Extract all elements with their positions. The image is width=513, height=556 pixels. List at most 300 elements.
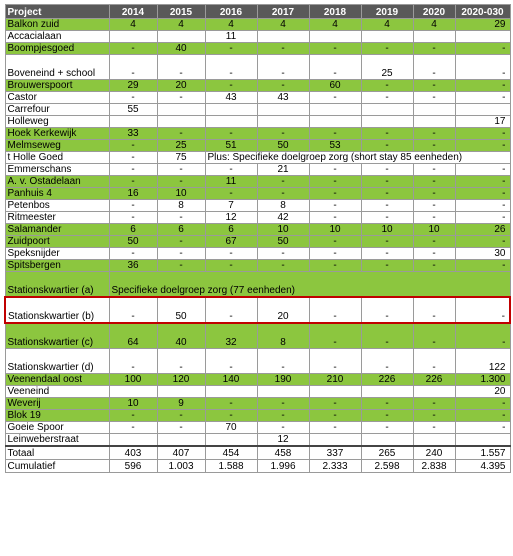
table-row[interactable] [5, 434, 510, 447]
cell-value: - [455, 164, 510, 176]
cell-value: 4 [205, 19, 257, 31]
cell-value [361, 104, 413, 116]
table-row[interactable] [5, 55, 510, 80]
cell-value: - [309, 176, 361, 188]
cell-value: 4 [413, 19, 455, 31]
cell-value: 40 [157, 43, 205, 55]
cell-value: 226 [413, 374, 455, 386]
cell-value: 100 [109, 374, 157, 386]
column-header-2018: 2018 [309, 5, 361, 19]
cell-value: 11 [205, 31, 257, 43]
cell-value [413, 386, 455, 398]
cell-value: - [157, 349, 205, 374]
cell-value: 240 [413, 446, 455, 460]
cell-value: 4.395 [455, 460, 510, 473]
project-name: Ritmeester [5, 212, 109, 224]
table-row[interactable] [5, 422, 510, 434]
cell-value: - [413, 140, 455, 152]
cell-value: - [413, 128, 455, 140]
cell-value: 10 [157, 188, 205, 200]
cell-value: - [309, 236, 361, 248]
table-row[interactable] [5, 188, 510, 200]
cell-value: - [413, 248, 455, 260]
cell-value: - [205, 164, 257, 176]
cell-value: - [257, 349, 309, 374]
cell-value: 64 [109, 323, 157, 349]
cell-value: - [109, 248, 157, 260]
table-row[interactable] [5, 80, 510, 92]
cell-value: 407 [157, 446, 205, 460]
cell-value [309, 386, 361, 398]
cell-value: - [361, 80, 413, 92]
cell-value [361, 386, 413, 398]
cell-value: - [455, 297, 510, 323]
cell-value: 25 [157, 140, 205, 152]
cell-value: 10 [109, 398, 157, 410]
cell-value: 20 [157, 80, 205, 92]
project-name: Veeneind [5, 386, 109, 398]
cell-value: - [205, 297, 257, 323]
project-name: Blok 19 [5, 410, 109, 422]
table-row[interactable] [5, 212, 510, 224]
cell-value: 16 [109, 188, 157, 200]
cell-value [205, 104, 257, 116]
cell-value: 42 [257, 212, 309, 224]
cell-value: 29 [109, 80, 157, 92]
cell-value: 51 [205, 140, 257, 152]
cell-value: - [361, 164, 413, 176]
cell-value: - [109, 422, 157, 434]
table-row[interactable] [5, 460, 510, 473]
cell-value: - [109, 212, 157, 224]
column-header-2019: 2019 [361, 5, 413, 19]
project-name: Holleweg [5, 116, 109, 128]
project-name: Veenendaal oost [5, 374, 109, 386]
cell-value: - [109, 92, 157, 104]
cell-value: 1.588 [205, 460, 257, 473]
project-name: Boveneind + school [5, 55, 109, 80]
cell-value: 36 [109, 260, 157, 272]
cell-value: 75 [157, 152, 205, 164]
cell-value: - [109, 176, 157, 188]
cell-value: 20 [257, 297, 309, 323]
cell-value: - [309, 128, 361, 140]
cell-value: - [413, 349, 455, 374]
cell-value: - [361, 200, 413, 212]
cell-value [205, 434, 257, 447]
cell-value: - [309, 212, 361, 224]
cell-value: - [109, 297, 157, 323]
cell-value [455, 104, 510, 116]
cell-value [413, 116, 455, 128]
table-row[interactable] [5, 236, 510, 248]
cell-value: - [157, 410, 205, 422]
cell-value: 9 [157, 398, 205, 410]
cell-value: - [413, 92, 455, 104]
cell-value: 60 [309, 80, 361, 92]
cell-value: - [157, 260, 205, 272]
cell-value: - [205, 349, 257, 374]
cell-value: 2.838 [413, 460, 455, 473]
table-row[interactable] [5, 92, 510, 104]
cell-value: - [361, 43, 413, 55]
table-row[interactable] [5, 128, 510, 140]
project-name: Stationskwartier (d) [5, 349, 109, 374]
cell-value: 6 [205, 224, 257, 236]
cell-value: - [455, 188, 510, 200]
column-header-project: Project [5, 5, 109, 19]
cell-value: 10 [413, 224, 455, 236]
project-name: Melmseweg [5, 140, 109, 152]
cell-value: - [109, 410, 157, 422]
cell-value: - [309, 92, 361, 104]
cell-value: 120 [157, 374, 205, 386]
table-row[interactable] [5, 104, 510, 116]
cell-value: 12 [205, 212, 257, 224]
cell-value: 4 [109, 19, 157, 31]
cell-value: 210 [309, 374, 361, 386]
table-row[interactable] [5, 224, 510, 236]
cell-value: - [309, 349, 361, 374]
cell-value: - [413, 260, 455, 272]
cell-value: 40 [157, 323, 205, 349]
cell-value: - [309, 422, 361, 434]
cell-value: - [361, 297, 413, 323]
cell-value: 50 [157, 297, 205, 323]
cell-value: 458 [257, 446, 309, 460]
cell-value: - [455, 236, 510, 248]
project-name: Panhuis 4 [5, 188, 109, 200]
cell-value: - [257, 410, 309, 422]
cell-value: 10 [257, 224, 309, 236]
cell-value: - [455, 200, 510, 212]
cell-value: 1.557 [455, 446, 510, 460]
cell-value: - [361, 260, 413, 272]
header-row [5, 5, 510, 19]
cell-value [257, 116, 309, 128]
table-row[interactable] [5, 164, 510, 176]
cell-value: - [205, 128, 257, 140]
cell-value: - [361, 422, 413, 434]
project-name: Speksnijder [5, 248, 109, 260]
cell-value: - [455, 422, 510, 434]
cell-value [109, 116, 157, 128]
cell-value: 50 [109, 236, 157, 248]
table-row[interactable] [5, 140, 510, 152]
table-container [4, 4, 511, 473]
cell-value: - [413, 422, 455, 434]
cell-value [309, 104, 361, 116]
cell-value: 8 [157, 200, 205, 212]
table-row[interactable] [5, 176, 510, 188]
project-name: Cumulatief [5, 460, 109, 473]
cell-value: 8 [257, 323, 309, 349]
cell-value [309, 116, 361, 128]
cell-value: 29 [455, 19, 510, 31]
cell-value: - [157, 236, 205, 248]
cell-value: 17 [455, 116, 510, 128]
cell-value: 55 [109, 104, 157, 116]
cell-value: - [361, 236, 413, 248]
project-name: Weverij [5, 398, 109, 410]
project-name: Zuidpoort [5, 236, 109, 248]
project-name: Carrefour [5, 104, 109, 116]
cell-value: - [205, 248, 257, 260]
cell-value: 30 [455, 248, 510, 260]
table-row[interactable] [5, 248, 510, 260]
cell-value: - [413, 176, 455, 188]
cell-value: - [361, 398, 413, 410]
cell-value [257, 31, 309, 43]
cell-value: - [257, 55, 309, 80]
cell-value: 50 [257, 140, 309, 152]
cell-value [413, 434, 455, 447]
cell-value: - [257, 248, 309, 260]
cell-value: - [455, 260, 510, 272]
cell-value: - [109, 55, 157, 80]
cell-value: 122 [455, 349, 510, 374]
cell-value: - [455, 140, 510, 152]
cell-value: 33 [109, 128, 157, 140]
project-name: Brouwerspoort [5, 80, 109, 92]
cell-value: 1.996 [257, 460, 309, 473]
cell-value: - [257, 176, 309, 188]
project-name: Accacialaan [5, 31, 109, 43]
cell-value: 4 [157, 19, 205, 31]
cell-value: - [455, 128, 510, 140]
cell-value: 454 [205, 446, 257, 460]
table-row[interactable] [5, 43, 510, 55]
cell-value [413, 31, 455, 43]
cell-value: - [413, 398, 455, 410]
cell-value: - [309, 164, 361, 176]
cell-value: - [309, 200, 361, 212]
project-name: Stationskwartier (b) [5, 297, 109, 323]
cell-value: - [361, 176, 413, 188]
cell-value: 43 [205, 92, 257, 104]
project-name: Emmerschans [5, 164, 109, 176]
cell-value [257, 386, 309, 398]
project-name: Spitsbergen [5, 260, 109, 272]
row-note: Specifieke doelgroep zorg (77 eenheden) [109, 272, 510, 298]
cell-value: 7 [205, 200, 257, 212]
table-row[interactable] [5, 200, 510, 212]
cell-value: - [109, 349, 157, 374]
cell-value: - [309, 55, 361, 80]
project-table [4, 4, 511, 473]
cell-value: - [455, 55, 510, 80]
cell-value [257, 104, 309, 116]
cell-value [413, 104, 455, 116]
table-row[interactable] [5, 374, 510, 386]
cell-value: - [413, 323, 455, 349]
column-header-2014: 2014 [109, 5, 157, 19]
cell-value: - [361, 323, 413, 349]
cell-value [157, 386, 205, 398]
cell-value: - [413, 80, 455, 92]
table-row[interactable] [5, 297, 510, 323]
cell-value [361, 116, 413, 128]
cell-value: - [157, 176, 205, 188]
project-name: Stationskwartier (a) [5, 272, 109, 298]
cell-value: - [455, 176, 510, 188]
cell-value: - [455, 92, 510, 104]
table-row[interactable] [5, 260, 510, 272]
cell-value: 265 [361, 446, 413, 460]
cell-value: - [309, 43, 361, 55]
project-name: Totaal [5, 446, 109, 460]
column-header-2017: 2017 [257, 5, 309, 19]
table-row[interactable] [5, 398, 510, 410]
cell-value: 10 [309, 224, 361, 236]
column-header-2020-030: 2020-030 [455, 5, 510, 19]
project-name: Hoek Kerkewijk [5, 128, 109, 140]
cell-value: 226 [361, 374, 413, 386]
cell-value: 140 [205, 374, 257, 386]
cell-value: - [257, 422, 309, 434]
cell-value: 12 [257, 434, 309, 447]
table-row[interactable] [5, 410, 510, 422]
table-row[interactable] [5, 116, 510, 128]
cell-value: 70 [205, 422, 257, 434]
cell-value: - [109, 200, 157, 212]
project-name: Balkon zuid [5, 19, 109, 31]
cell-value: - [455, 398, 510, 410]
table-row[interactable] [5, 323, 510, 349]
table-row[interactable] [5, 446, 510, 460]
cell-value [309, 434, 361, 447]
cell-value: 4 [309, 19, 361, 31]
cell-value: - [361, 349, 413, 374]
cell-value: 2.598 [361, 460, 413, 473]
cell-value: - [361, 92, 413, 104]
cell-value: 2.333 [309, 460, 361, 473]
cell-value: - [455, 80, 510, 92]
cell-value [157, 31, 205, 43]
cell-value: - [455, 43, 510, 55]
cell-value: 10 [361, 224, 413, 236]
cell-value: - [413, 200, 455, 212]
project-name: Stationskwartier (c) [5, 323, 109, 349]
cell-value: - [205, 398, 257, 410]
table-row[interactable] [5, 272, 510, 298]
cell-value: 337 [309, 446, 361, 460]
project-name: Petenbos [5, 200, 109, 212]
cell-value: - [413, 43, 455, 55]
cell-value: 4 [361, 19, 413, 31]
cell-value: 596 [109, 460, 157, 473]
cell-value: 25 [361, 55, 413, 80]
cell-value: - [205, 260, 257, 272]
cell-value: - [413, 164, 455, 176]
cell-value: - [413, 188, 455, 200]
cell-value [157, 116, 205, 128]
table-row[interactable] [5, 31, 510, 43]
cell-value: 11 [205, 176, 257, 188]
cell-value: 4 [257, 19, 309, 31]
cell-value: - [257, 260, 309, 272]
cell-value: - [205, 188, 257, 200]
cell-value: 190 [257, 374, 309, 386]
column-header-2016: 2016 [205, 5, 257, 19]
cell-value: 1.300 [455, 374, 510, 386]
column-header-2020: 2020 [413, 5, 455, 19]
cell-value: - [109, 140, 157, 152]
cell-value: - [205, 410, 257, 422]
cell-value: - [455, 323, 510, 349]
cell-value: 32 [205, 323, 257, 349]
cell-value: - [361, 140, 413, 152]
cell-value: - [257, 188, 309, 200]
cell-value: - [157, 92, 205, 104]
cell-value [205, 116, 257, 128]
cell-value: - [157, 55, 205, 80]
cell-value: - [205, 43, 257, 55]
cell-value: - [109, 164, 157, 176]
cell-value: 1.003 [157, 460, 205, 473]
cell-value: - [157, 128, 205, 140]
cell-value: - [361, 212, 413, 224]
cell-value [455, 31, 510, 43]
cell-value [361, 31, 413, 43]
cell-value: - [309, 297, 361, 323]
cell-value: - [413, 55, 455, 80]
cell-value [361, 434, 413, 447]
project-name: A. v. Ostadelaan [5, 176, 109, 188]
cell-value: - [205, 55, 257, 80]
cell-value: 26 [455, 224, 510, 236]
table-row[interactable] [5, 19, 510, 31]
cell-value: 50 [257, 236, 309, 248]
cell-value: - [309, 323, 361, 349]
project-name: Leinweberstraat [5, 434, 109, 447]
cell-value: 6 [109, 224, 157, 236]
cell-value: 6 [157, 224, 205, 236]
table-row[interactable] [5, 152, 510, 164]
cell-value [157, 104, 205, 116]
row-note: Plus: Specifieke doelgroep zorg (short stay 85 eenheden) [205, 152, 510, 164]
cell-value: - [257, 128, 309, 140]
cell-value: - [309, 188, 361, 200]
cell-value: 21 [257, 164, 309, 176]
cell-value: 53 [309, 140, 361, 152]
project-name: t Holle Goed [5, 152, 109, 164]
cell-value: 8 [257, 200, 309, 212]
cell-value: 20 [455, 386, 510, 398]
cell-value: - [455, 212, 510, 224]
cell-value: - [361, 128, 413, 140]
cell-value [109, 31, 157, 43]
cell-value: - [361, 188, 413, 200]
project-name: Goeie Spoor [5, 422, 109, 434]
cell-value: - [109, 43, 157, 55]
cell-value [109, 386, 157, 398]
cell-value [455, 434, 510, 447]
project-name: Boompjesgoed [5, 43, 109, 55]
cell-value: - [413, 212, 455, 224]
cell-value: - [455, 410, 510, 422]
cell-value: - [309, 398, 361, 410]
cell-value [157, 434, 205, 447]
cell-value: - [205, 80, 257, 92]
table-row[interactable] [5, 349, 510, 374]
cell-value: 67 [205, 236, 257, 248]
table-body [5, 19, 510, 473]
cell-value: - [257, 43, 309, 55]
table-row[interactable] [5, 386, 510, 398]
cell-value: - [109, 152, 157, 164]
project-name: Castor [5, 92, 109, 104]
